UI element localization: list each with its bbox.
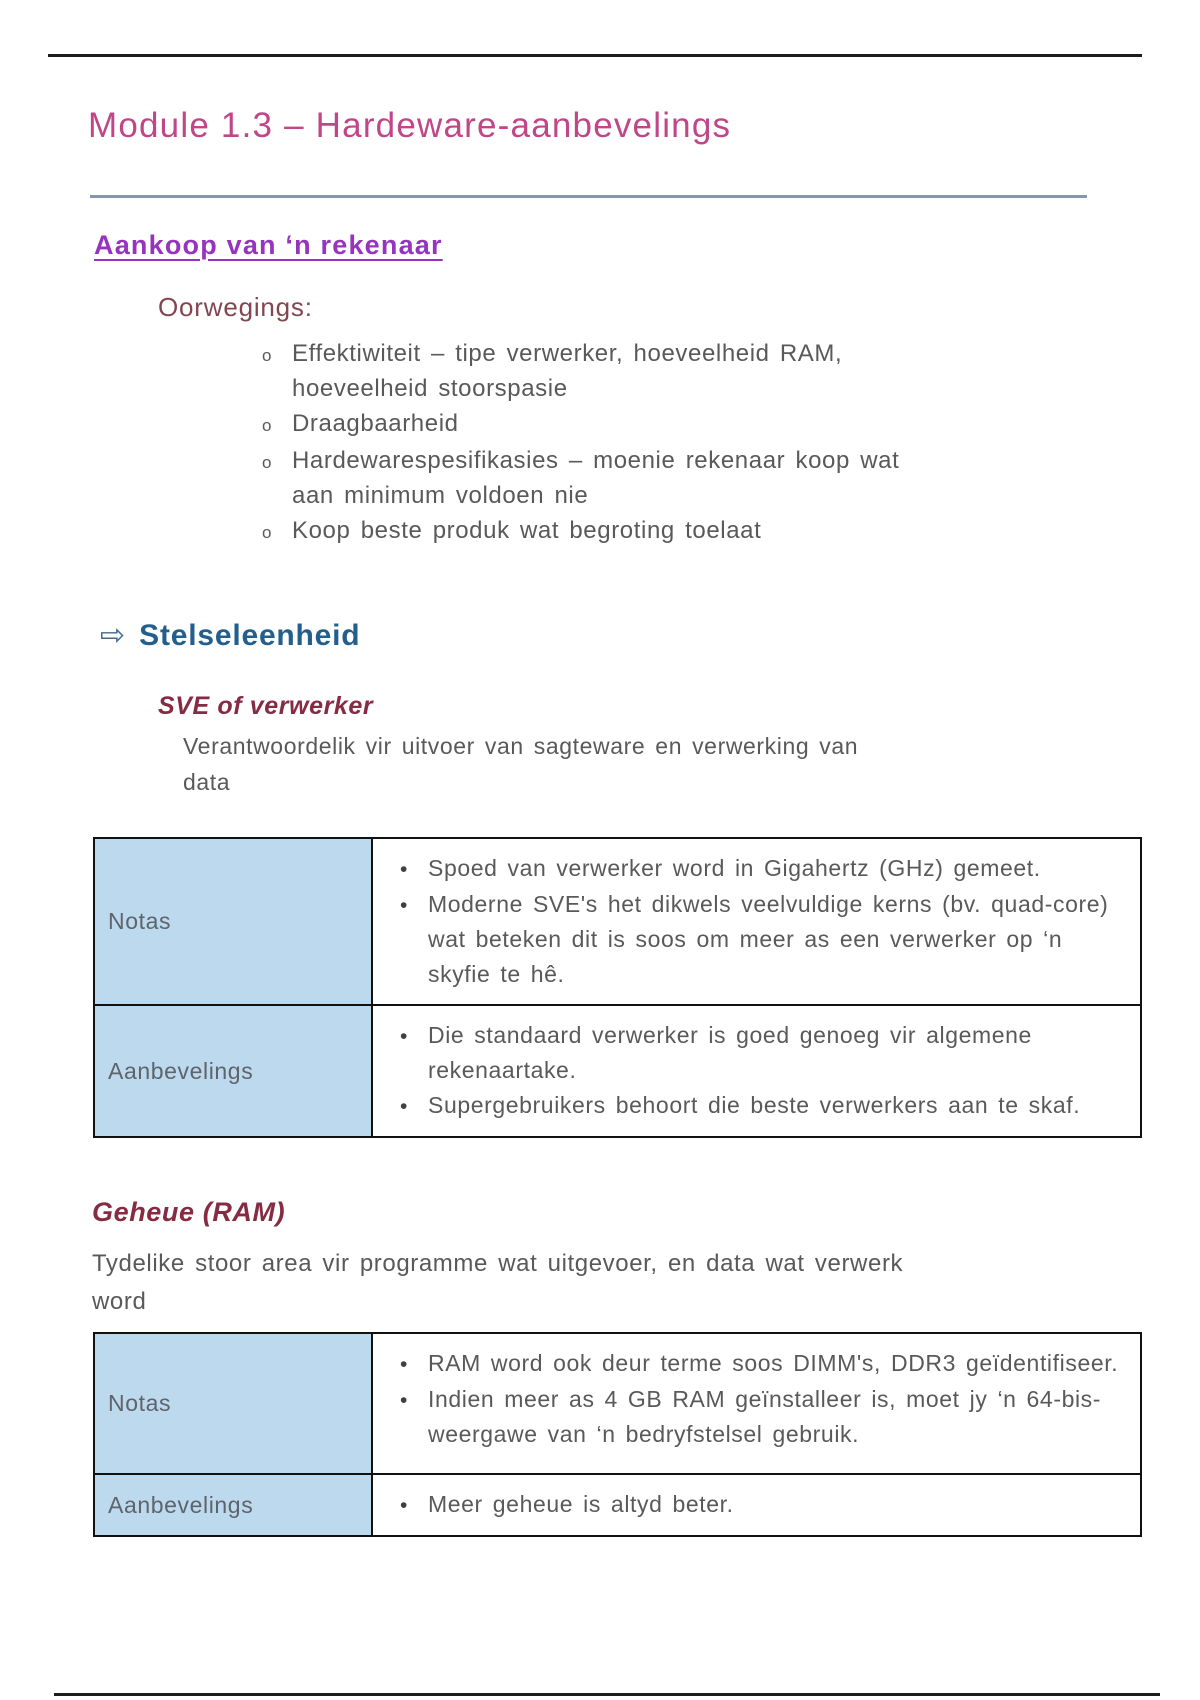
list-item bbox=[400, 851, 1120, 887]
cell-bullet-list bbox=[373, 1334, 1140, 1464]
list-item-text: RAM word ook deur terme soos DIMM's, DDR3 geïdentifiseer. bbox=[428, 1350, 1119, 1376]
list-item bbox=[400, 887, 1120, 992]
title-underline-rule bbox=[90, 195, 1087, 198]
list-item bbox=[400, 1487, 1120, 1523]
arrow-right-icon: ⇨ bbox=[100, 619, 126, 652]
list-item bbox=[252, 406, 932, 443]
list-item-text: Effektiwiteit – tipe verwerker, hoeveelheid RAM, hoeveelheid stoorspasie bbox=[292, 340, 843, 402]
cell-bullet-list bbox=[373, 839, 1140, 1004]
row-label-cell: Notas bbox=[94, 838, 372, 1005]
list-item bbox=[252, 336, 932, 406]
section-heading-stelseleenheid bbox=[100, 618, 360, 653]
page-title: Module 1.3 – Hardeware-aanbevelings bbox=[88, 106, 732, 145]
bottom-border-rule bbox=[54, 1693, 1160, 1696]
list-item-text: Spoed van verwerker word in Gigahertz (GHz) gemeet. bbox=[428, 855, 1041, 881]
solid-bullet-icon: • bbox=[400, 1095, 408, 1118]
row-content-cell bbox=[372, 838, 1141, 1005]
cell-bullet-list bbox=[373, 1006, 1140, 1136]
section-heading-text: Stelseleenheid bbox=[139, 619, 361, 652]
cell-bullet-list bbox=[373, 1475, 1140, 1535]
table-row bbox=[94, 1333, 1141, 1474]
solid-bullet-icon: • bbox=[400, 1494, 408, 1517]
open-bullet-icon: o bbox=[262, 453, 273, 472]
open-bullet-icon: o bbox=[262, 346, 273, 365]
list-item bbox=[400, 1346, 1120, 1382]
list-item-text: Supergebruikers behoort die beste verwerkers aan te skaf. bbox=[428, 1092, 1081, 1118]
row-content-cell bbox=[372, 1333, 1141, 1474]
row-content-cell bbox=[372, 1474, 1141, 1536]
row-label-cell: Aanbevelings bbox=[94, 1005, 372, 1137]
list-item bbox=[400, 1382, 1120, 1452]
sve-description: Verantwoordelik vir uitvoer van sagteware en verwerking van data bbox=[183, 733, 859, 795]
list-item bbox=[252, 513, 932, 550]
section-heading-aankoop: Aankoop van ‘n rekenaar bbox=[94, 230, 443, 260]
solid-bullet-icon: • bbox=[400, 1025, 408, 1048]
solid-bullet-icon: • bbox=[400, 858, 408, 881]
list-item-text: Koop beste produk wat begroting toelaat bbox=[292, 517, 762, 544]
open-bullet-icon: o bbox=[262, 523, 273, 542]
ram-table bbox=[93, 1332, 1142, 1537]
table-row bbox=[94, 838, 1141, 1005]
cpu-table bbox=[93, 837, 1142, 1138]
solid-bullet-icon: • bbox=[400, 1353, 408, 1376]
list-item-text: Hardewarespesifikasies – moenie rekenaar koop wat aan minimum voldoen nie bbox=[292, 447, 900, 509]
solid-bullet-icon: • bbox=[400, 1389, 408, 1412]
considerations-list bbox=[252, 336, 932, 550]
list-item-text: Die standaard verwerker is goed genoeg vir algemene rekenaartake. bbox=[428, 1022, 1032, 1083]
row-content-cell bbox=[372, 1005, 1141, 1137]
top-border-rule bbox=[48, 54, 1142, 57]
list-item bbox=[400, 1018, 1120, 1088]
list-item bbox=[252, 443, 932, 513]
list-item-text: Moderne SVE's het dikwels veelvuldige kerns (bv. quad-core) wat beteken dit is soos om meer as een verwerker op ‘n skyfie te hê. bbox=[428, 891, 1109, 987]
subsection-heading-geheue: Geheue (RAM) bbox=[92, 1197, 286, 1227]
table-row bbox=[94, 1474, 1141, 1536]
list-item-text: Meer geheue is altyd beter. bbox=[428, 1491, 734, 1517]
subheading-oorwegings: Oorwegings: bbox=[158, 292, 313, 322]
list-item-text: Indien meer as 4 GB RAM geïnstalleer is, moet jy ‘n 64-bis-weergawe van ‘n bedryfstelsel gebruik. bbox=[428, 1386, 1102, 1447]
row-label-cell: Notas bbox=[94, 1333, 372, 1474]
subsection-heading-sve: SVE of verwerker bbox=[158, 692, 374, 720]
table-row bbox=[94, 1005, 1141, 1137]
open-bullet-icon: o bbox=[262, 416, 273, 435]
geheue-description: Tydelike stoor area vir programme wat uitgevoer, en data wat verwerk word bbox=[92, 1250, 904, 1315]
list-item-text: Draagbaarheid bbox=[292, 410, 459, 437]
solid-bullet-icon: • bbox=[400, 894, 408, 917]
list-item bbox=[400, 1088, 1120, 1124]
row-label-cell: Aanbevelings bbox=[94, 1474, 372, 1536]
